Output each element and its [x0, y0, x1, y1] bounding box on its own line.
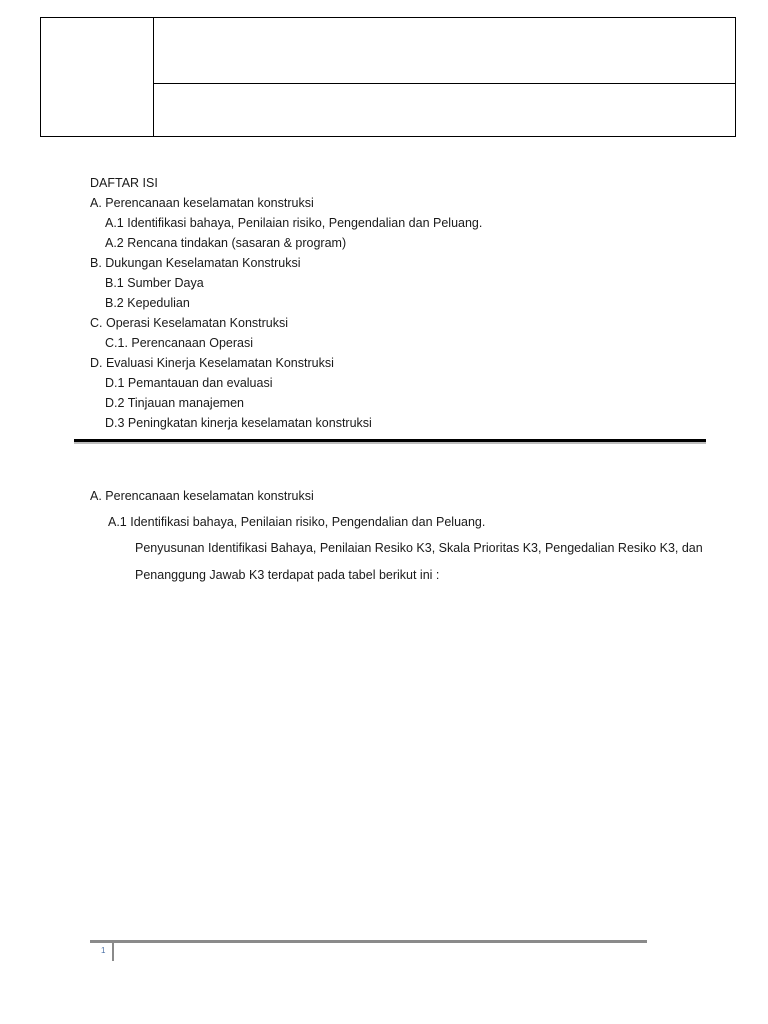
toc-item: B. Dukungan Keselamatan Konstruksi — [90, 256, 301, 270]
toc-item: A. Perencanaan keselamatan konstruksi — [90, 196, 314, 210]
section-heading: A. Perencanaan keselamatan konstruksi — [90, 489, 314, 503]
header-logo-cell — [41, 18, 154, 136]
toc-item: D.2 Tinjauan manajemen — [105, 396, 244, 410]
section-paragraph-line: Penanggung Jawab K3 terdapat pada tabel berikut ini : — [135, 568, 440, 582]
toc-item: C.1. Perencanaan Operasi — [105, 336, 254, 350]
footer-tick — [112, 943, 114, 961]
header-subtitle-cell — [153, 84, 735, 136]
toc-item: C. Operasi Keselamatan Konstruksi — [90, 316, 289, 330]
section-subheading: A.1 Identifikasi bahaya, Penilaian risiko, Pengendalian dan Peluang. — [108, 515, 486, 529]
toc-item: D.3 Peningkatan kinerja keselamatan konstruksi — [105, 416, 372, 430]
toc-item: B.1 Sumber Daya — [105, 276, 204, 290]
header-title-cell — [153, 18, 735, 84]
section-paragraph-line: Penyusunan Identifikasi Bahaya, Penilaian Resiko K3, Skala Prioritas K3, Pengedalian Resiko K3, dan — [135, 541, 703, 555]
toc-item: D.1 Pemantauan dan evaluasi — [105, 376, 273, 390]
table-of-contents — [90, 173, 482, 433]
toc-item: D. Evaluasi Kinerja Keselamatan Konstruksi — [90, 356, 334, 370]
footer-rule — [90, 940, 647, 943]
section-divider-shadow — [74, 442, 706, 444]
header-table — [40, 17, 736, 137]
toc-item: A.2 Rencana tindakan (sasaran & program) — [105, 236, 347, 250]
toc-item: B.2 Kepedulian — [105, 296, 190, 310]
page-number: 1 — [101, 946, 106, 955]
toc-item: A.1 Identifikasi bahaya, Penilaian risiko, Pengendalian dan Peluang. — [105, 216, 483, 230]
toc-title: DAFTAR ISI — [90, 176, 158, 190]
